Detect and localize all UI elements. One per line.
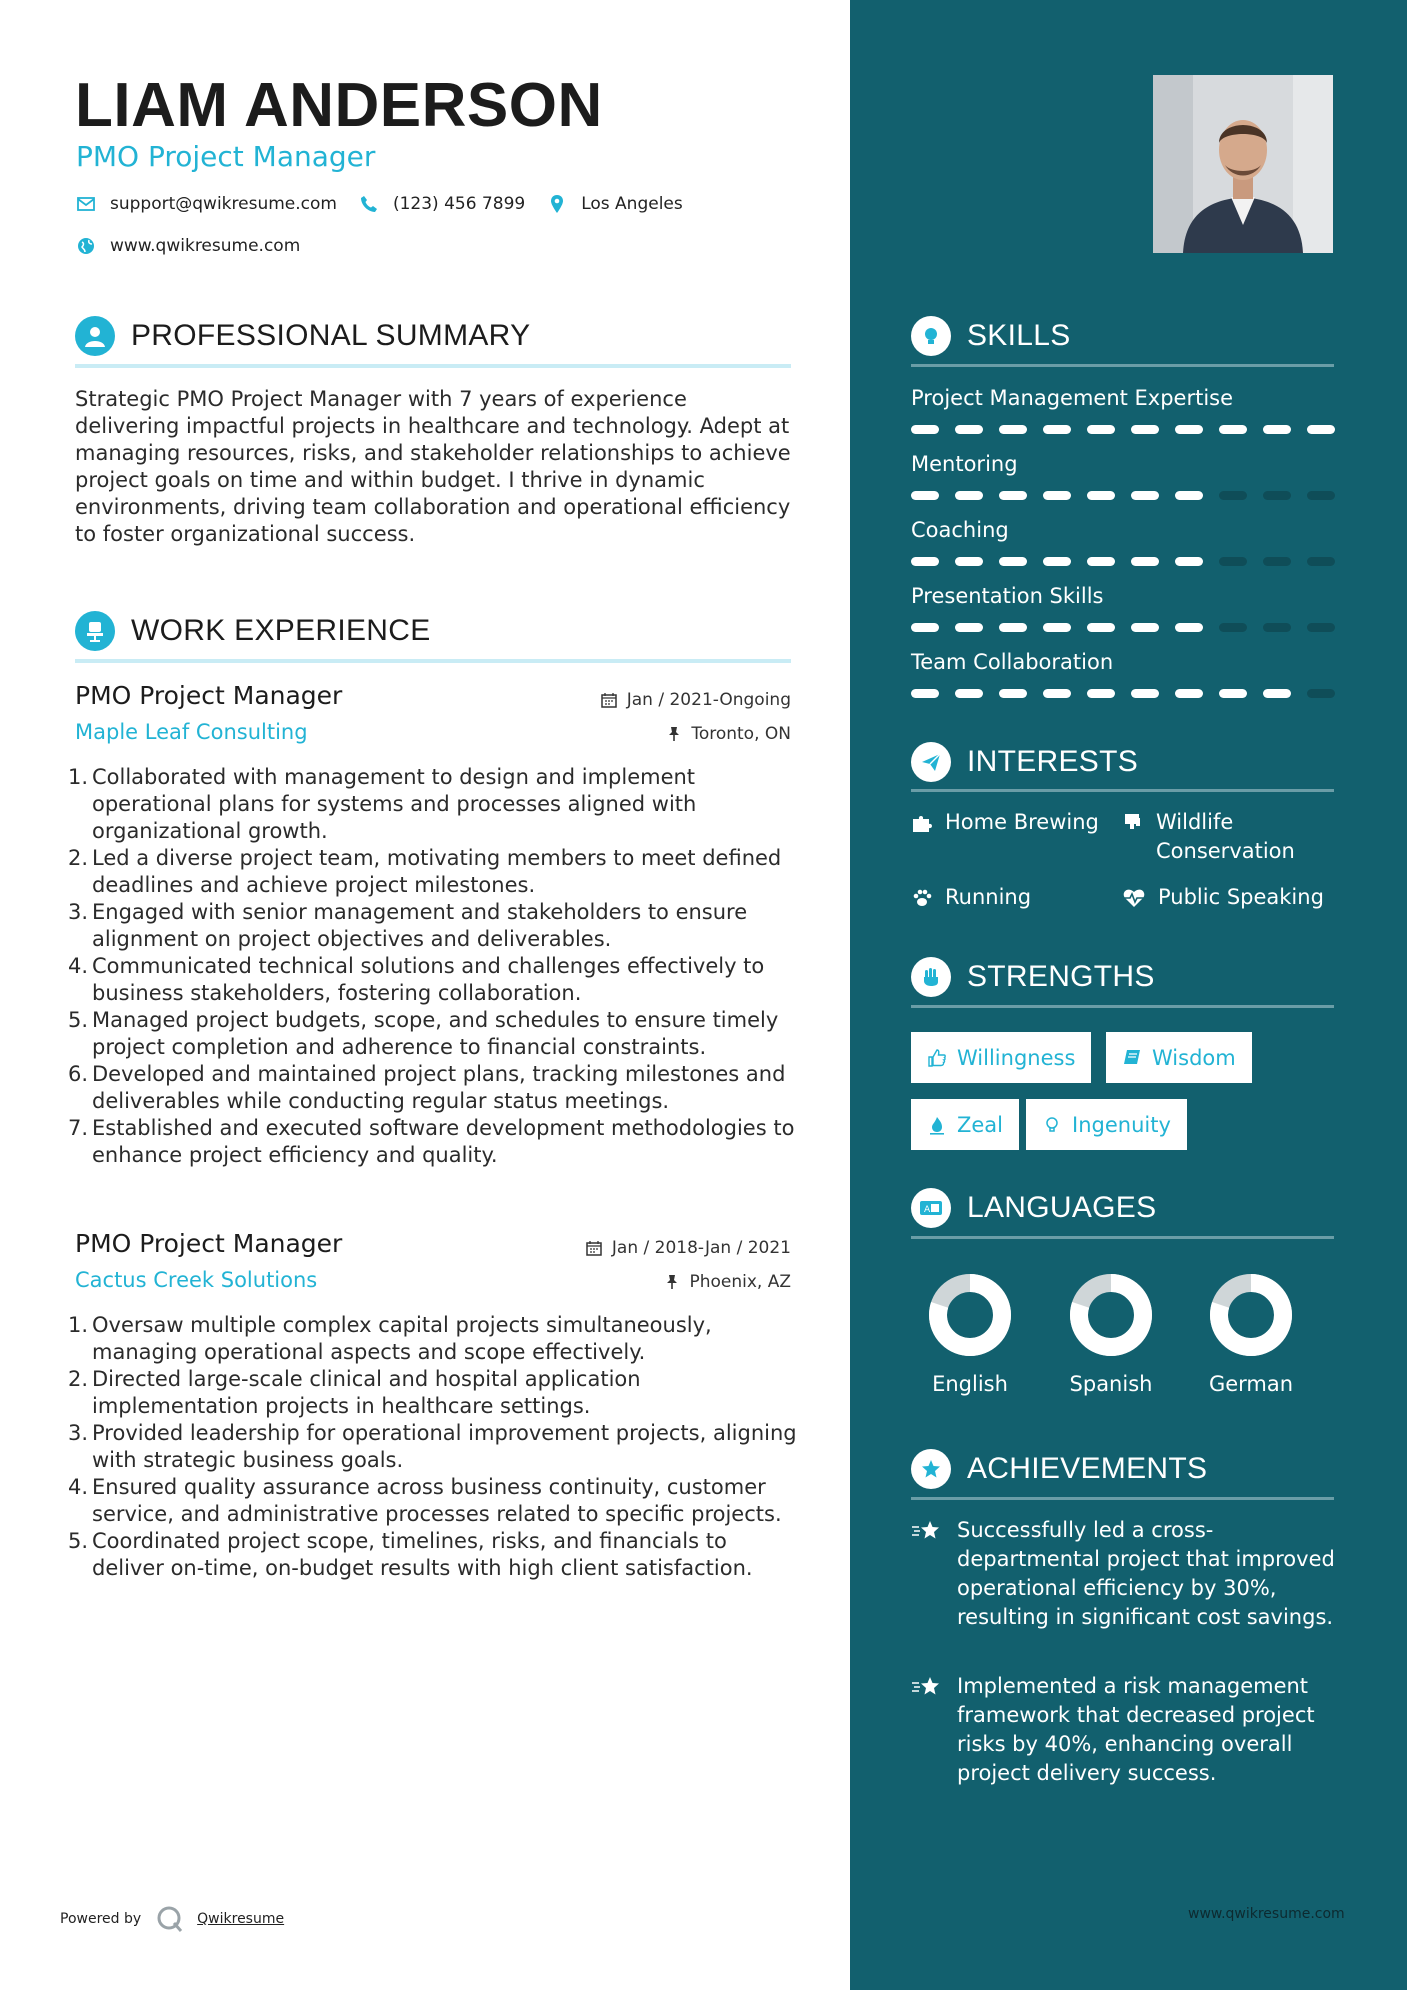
language-label: Spanish	[1069, 1372, 1153, 1396]
skill-meter	[911, 623, 1351, 632]
qwikresume-logo-icon	[155, 1904, 185, 1934]
skill-dash	[1263, 689, 1291, 698]
skill-dash	[911, 689, 939, 698]
shooting-star-icon	[911, 1519, 943, 1543]
skills-title: SKILLS	[967, 319, 1071, 352]
job-duties	[68, 764, 798, 1169]
job-company: Maple Leaf Consulting	[75, 720, 308, 744]
skill-dash	[1307, 425, 1335, 434]
list-item: 3. Provided leadership for operational improvement projects, aligning with strategic business goals.	[68, 1421, 797, 1472]
job-location-text: Phoenix, AZ	[689, 1272, 791, 1292]
interest-label: Public Speaking	[1158, 885, 1324, 909]
language-donut	[925, 1270, 1015, 1360]
skill-dash	[1263, 491, 1291, 500]
skill-dash	[999, 491, 1027, 500]
email-text: support@qwikresume.com	[110, 194, 337, 214]
skill-dash	[1219, 425, 1247, 434]
skill-dash	[1043, 623, 1071, 632]
skill-dash	[1175, 689, 1203, 698]
envelope-icon	[76, 194, 96, 214]
achievement-text: Successfully led a cross-departmental project that improved operational efficiency by 30%, resulting in significant cost savings.	[957, 1518, 1335, 1629]
phone-text: (123) 456 7899	[392, 194, 526, 214]
list-item: 6. Developed and maintained project plans, tracking milestones and deliverables while conducting regular status meetings.	[68, 1062, 786, 1113]
achievements-heading	[911, 1449, 1207, 1489]
candidate-name: LIAM ANDERSON	[75, 71, 603, 140]
job-title: PMO Project Manager	[75, 681, 343, 710]
fire-icon	[927, 1115, 947, 1135]
sidebar	[850, 0, 1407, 1990]
skill-dash	[1043, 689, 1071, 698]
interest-label: Home Brewing	[945, 810, 1099, 834]
skill-dash	[1219, 557, 1247, 566]
contact-row	[76, 194, 705, 214]
list-item: 7. Established and executed software development methodologies to enhance project efficiency and quality.	[68, 1116, 795, 1167]
strength-label: Zeal	[957, 1112, 1004, 1137]
skill-dash	[955, 689, 983, 698]
strength-label: Wisdom	[1152, 1045, 1236, 1070]
skill-dash	[1043, 491, 1071, 500]
contact-email[interactable]	[76, 194, 337, 214]
skill-dash	[999, 425, 1027, 434]
interest-label: Wildlife Conservation	[1156, 810, 1295, 863]
skill-dash	[1175, 425, 1203, 434]
skill-dash	[911, 425, 939, 434]
thumbs-up-icon	[927, 1048, 947, 1068]
job-company: Cactus Creek Solutions	[75, 1268, 318, 1292]
candidate-role: PMO Project Manager	[76, 140, 376, 173]
job-duties	[68, 1312, 798, 1582]
skills-divider	[911, 364, 1334, 367]
job-dates-text: Jan / 2018-Jan / 2021	[611, 1238, 791, 1258]
skill-dash	[1175, 557, 1203, 566]
skill-dash	[999, 689, 1027, 698]
contact-location	[547, 194, 683, 214]
globe-icon	[76, 236, 96, 256]
strength-label: Willingness	[957, 1045, 1076, 1070]
pushpin-icon	[667, 726, 681, 742]
summary-divider	[75, 364, 791, 368]
language-icon	[911, 1188, 951, 1228]
achievement-item	[911, 1516, 1341, 1632]
skill-dash	[911, 557, 939, 566]
skill-dash	[1043, 425, 1071, 434]
skill-dash	[1307, 557, 1335, 566]
job-location	[665, 1272, 791, 1292]
skill-dash	[1131, 689, 1159, 698]
skill-meter	[911, 425, 1351, 434]
job-location	[667, 724, 791, 744]
skill-dash	[1131, 623, 1159, 632]
skill-dash	[1263, 623, 1291, 632]
skill-dash	[1087, 689, 1115, 698]
phone-icon	[359, 194, 379, 214]
skill-dash	[999, 623, 1027, 632]
skill-dash	[955, 491, 983, 500]
skill-dash	[1263, 557, 1291, 566]
skill-dash	[955, 425, 983, 434]
monument-icon	[1122, 812, 1144, 834]
puzzle-icon	[911, 812, 933, 834]
skill-dash	[1043, 557, 1071, 566]
footer-powered-by	[60, 1904, 284, 1934]
achievements-title: ACHIEVEMENTS	[967, 1452, 1208, 1485]
skill-name: Team Collaboration	[911, 650, 1114, 674]
skill-dash	[1263, 425, 1291, 434]
lightbulb-icon	[1042, 1115, 1062, 1135]
interests-divider	[911, 789, 1334, 792]
list-item: 3. Engaged with senior management and stakeholders to ensure alignment on project objectives and deliverables.	[68, 900, 748, 951]
svg-text:A: A	[924, 1205, 931, 1215]
shooting-star-icon	[911, 1675, 943, 1699]
skill-name: Coaching	[911, 518, 1009, 542]
strength-label: Ingenuity	[1072, 1112, 1171, 1137]
list-item: 5. Coordinated project scope, timelines, risks, and financials to deliver on-time, on-budget results with high client satisfaction.	[68, 1529, 753, 1580]
language-label: German	[1208, 1372, 1294, 1396]
job-title: PMO Project Manager	[75, 1229, 343, 1258]
skill-dash	[1307, 689, 1335, 698]
interest-label: Running	[945, 885, 1032, 909]
contact-phone[interactable]	[359, 194, 525, 214]
summary-title: PROFESSIONAL SUMMARY	[131, 319, 531, 352]
interest-item	[1122, 808, 1322, 866]
interests-heading	[911, 742, 1138, 782]
strengths-divider	[911, 1005, 1334, 1008]
achievement-text: Implemented a risk management framework that decreased project risks by 40%, enhancing overall project delivery success.	[957, 1674, 1315, 1785]
skill-dash	[911, 623, 939, 632]
summary-heading	[75, 316, 530, 356]
skill-dash	[1175, 623, 1203, 632]
list-item: 4. Communicated technical solutions and challenges effectively to business stakeholders, fostering collaboration.	[68, 954, 765, 1005]
skill-name: Project Management Expertise	[911, 386, 1234, 410]
job-location-text: Toronto, ON	[691, 724, 791, 744]
skill-dash	[1219, 491, 1247, 500]
profile-photo	[1153, 75, 1333, 253]
strength-tag	[911, 1099, 1019, 1150]
skill-dash	[1087, 557, 1115, 566]
strengths-heading	[911, 957, 1155, 997]
languages-heading	[911, 1188, 1156, 1228]
job-dates	[601, 690, 791, 710]
strength-tag	[1106, 1032, 1252, 1083]
skill-dash	[1087, 623, 1115, 632]
skill-dash	[1219, 623, 1247, 632]
list-item: 1. Oversaw multiple complex capital projects simultaneously, managing operational aspects and scope effectively.	[68, 1313, 712, 1364]
skill-meter	[911, 689, 1351, 698]
job-dates	[586, 1238, 791, 1258]
skill-name: Mentoring	[911, 452, 1018, 476]
skill-dash	[1175, 491, 1203, 500]
skill-dash	[911, 491, 939, 500]
website-row	[76, 236, 322, 256]
skill-dash	[1131, 425, 1159, 434]
calendar-icon	[601, 692, 617, 708]
heartbeat-icon	[1122, 887, 1146, 909]
list-item: 2. Directed large-scale clinical and hospital application implementation projects in healthcare settings.	[68, 1367, 641, 1418]
skill-dash	[955, 557, 983, 566]
languages-title: LANGUAGES	[967, 1191, 1157, 1224]
skill-meter	[911, 491, 1351, 500]
skills-heading	[911, 316, 1071, 356]
user-icon	[75, 316, 115, 356]
pushpin-icon	[665, 1274, 679, 1290]
star-badge-icon	[911, 1449, 951, 1489]
contact-website[interactable]	[76, 236, 300, 256]
language-item	[915, 1270, 1025, 1396]
interest-item	[911, 808, 1099, 837]
map-pin-icon	[547, 194, 567, 214]
summary-text: Strategic PMO Project Manager with 7 years of experience delivering impactful projects in healthcare and technology. Adept at managing resources, risks, and stakeholder relationships to achieve project goals on time and within budget. I thrive in dynamic environments, driving team collaboration and operational efficiency to foster organizational success.	[75, 387, 791, 546]
location-text: Los Angeles	[581, 194, 683, 214]
list-item: 2. Led a diverse project team, motivating members to meet defined deadlines and achieve project milestones.	[68, 846, 782, 897]
skill-dash	[1307, 491, 1335, 500]
fist-icon	[911, 957, 951, 997]
skill-name: Presentation Skills	[911, 584, 1104, 608]
calendar-icon	[586, 1240, 602, 1256]
language-item	[1196, 1270, 1306, 1396]
lightbulb-icon	[911, 316, 951, 356]
book-icon	[1122, 1048, 1142, 1068]
languages-divider	[911, 1236, 1334, 1239]
skill-dash	[1087, 491, 1115, 500]
list-item: 4. Ensured quality assurance across business continuity, customer service, and administrative processes related to specific projects.	[68, 1475, 782, 1526]
language-donut	[1066, 1270, 1156, 1360]
skill-dash	[999, 557, 1027, 566]
paper-plane-icon	[911, 742, 951, 782]
language-donut	[1206, 1270, 1296, 1360]
website-text: www.qwikresume.com	[110, 236, 301, 256]
skill-dash	[1307, 623, 1335, 632]
experience-divider	[75, 659, 791, 663]
paw-icon	[911, 887, 933, 909]
skill-dash	[1087, 425, 1115, 434]
experience-title: WORK EXPERIENCE	[131, 614, 431, 647]
strength-tag	[911, 1032, 1091, 1083]
list-item: 1. Collaborated with management to design and implement operational plans for systems and processes aligned with organizational growth.	[68, 765, 697, 843]
skill-dash	[1131, 491, 1159, 500]
job-dates-text: Jan / 2021-Ongoing	[626, 690, 791, 710]
powered-by-text: Powered by	[60, 1911, 142, 1927]
interest-item	[1122, 883, 1324, 912]
interests-title: INTERESTS	[967, 745, 1139, 778]
strength-tag	[1026, 1099, 1187, 1150]
skill-dash	[955, 623, 983, 632]
achievement-item	[911, 1672, 1341, 1788]
briefcase-chair-icon	[75, 611, 115, 651]
brand-link[interactable]: Qwikresume	[197, 1911, 285, 1927]
language-label: English	[932, 1372, 1008, 1396]
skill-dash	[1219, 689, 1247, 698]
language-item	[1056, 1270, 1166, 1396]
interest-item	[911, 883, 1031, 912]
strengths-title: STRENGTHS	[967, 960, 1155, 993]
achievements-divider	[911, 1497, 1334, 1500]
list-item: 5. Managed project budgets, scope, and schedules to ensure timely project completion and adherence to financial constraints.	[68, 1008, 779, 1059]
skill-dash	[1131, 557, 1159, 566]
skill-meter	[911, 557, 1351, 566]
footer-site[interactable]: www.qwikresume.com	[1188, 1906, 1345, 1922]
experience-heading	[75, 611, 431, 651]
